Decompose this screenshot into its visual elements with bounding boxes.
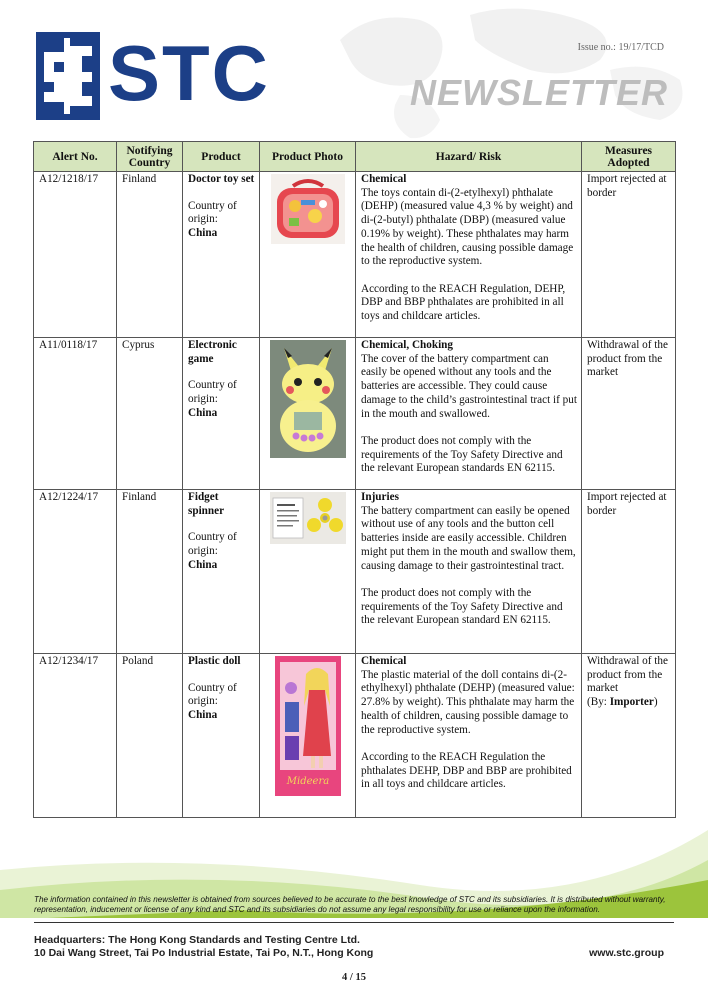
- stc-logo-text: STC: [108, 29, 270, 117]
- country-cell: Finland: [117, 490, 183, 654]
- product-cell: [183, 338, 260, 490]
- header-notifying-country: Notifying Country: [117, 142, 183, 172]
- measures-by-label: (By:: [587, 696, 610, 709]
- table-row: [34, 490, 676, 654]
- measures-cell: [582, 654, 676, 818]
- alert-no-cell: A12/1234/17: [34, 654, 117, 818]
- product-name: Fidget spinner: [188, 491, 225, 517]
- hazard-cell: [356, 338, 582, 490]
- coo-label: Country of origin:: [188, 199, 237, 226]
- electronic-game-photo: [270, 340, 346, 458]
- coo-value: China: [188, 558, 218, 571]
- header-product: Product: [183, 142, 260, 172]
- header-alert-no: Alert No.: [34, 142, 117, 172]
- product-photo-cell: [260, 654, 356, 818]
- plastic-doll-photo: [275, 656, 341, 796]
- alert-no-cell: A11/0118/17: [34, 338, 117, 490]
- footer-divider: [34, 922, 674, 923]
- alert-no-cell: A12/1218/17: [34, 172, 117, 338]
- hazard-title: Injuries: [361, 491, 399, 503]
- footer-disclaimer: The information contained in this newsletter is obtained from sources believed to be accurate to the best knowledge of STC and its subsidiaries. It is distributed without warranty, representation, inducement or license of any kind and STC and its subsidiaries do not assume any legal responsibility for use or reliance upon the information.: [34, 895, 666, 914]
- hazard-cell: [356, 172, 582, 338]
- measures-by-value: Importer: [609, 696, 654, 709]
- measures-by-close: ): [653, 696, 658, 709]
- coo-value: China: [188, 709, 218, 722]
- header-hazard-risk: Hazard/ Risk: [356, 142, 582, 172]
- country-cell: Finland: [117, 172, 183, 338]
- table-row: [34, 654, 676, 818]
- product-photo-cell: [260, 172, 356, 338]
- footer-address: 10 Dai Wang Street, Tai Po Industrial Estate, Tai Po, N.T., Hong Kong: [34, 947, 374, 959]
- coo-label: Country of origin:: [188, 681, 237, 708]
- fidget-spinner-photo: [270, 492, 346, 544]
- table-row: [34, 338, 676, 490]
- hazard-title: Chemical: [361, 173, 407, 185]
- hazard-description: The toys contain di-(2-etylhexyl) phthalate (DEHP) (measured value 4,3 % by weight) and di-(2-butyl) phthalate (DBP) (measured value 0.19% by weight). These phthalates may harm the health of children, causing possible damage to the reproductive system.: [361, 186, 574, 268]
- measures-cell: Import rejected at border: [582, 172, 676, 338]
- coo-value: China: [188, 406, 218, 419]
- product-photo-cell: [260, 490, 356, 654]
- footer-headquarters: Headquarters: The Hong Kong Standards and Testing Centre Ltd.: [34, 934, 360, 946]
- measures-text: Withdrawal of the product from the market: [587, 655, 668, 695]
- hazard-cell: [356, 490, 582, 654]
- hazard-description: The cover of the battery compartment can easily be opened without any tools and the batteries are accessible. They could cause damage to the child’s gastrointestinal tract if put in the mouth and swallowed.: [361, 352, 577, 420]
- coo-label: Country of origin:: [188, 379, 237, 406]
- product-cell: [183, 172, 260, 338]
- product-name: Doctor toy set: [188, 173, 255, 185]
- page-header: [0, 0, 708, 140]
- footer-website-link[interactable]: www.stc.group: [589, 947, 664, 959]
- doctor-toy-set-photo: [271, 174, 345, 244]
- hazard-description: The battery compartment can easily be opened without use of any tools and the button cell batteries inside are easily accessible. Children might put them in the mouth and swallow them, causing damage to their gastrointestinal tract.: [361, 504, 576, 572]
- page-number: 4 / 15: [342, 972, 366, 983]
- product-name: Plastic doll: [188, 655, 241, 667]
- product-photo-cell: [260, 338, 356, 490]
- hazard-cell: [356, 654, 582, 818]
- coo-label: Country of origin:: [188, 531, 237, 558]
- coo-value: China: [188, 227, 218, 240]
- measures-by: [587, 696, 671, 710]
- hazard-regulation: The product does not comply with the requirements of the Toy Safety Directive and the relevant European standards EN 62115.: [361, 434, 563, 475]
- header-measures: Measures Adopted: [582, 142, 676, 172]
- doll-box-brand: Mideera: [286, 776, 329, 787]
- hazard-regulation: According to the REACH Regulation the phthalates DEHP, DBP and BBP are prohibited in all toys and childcare articles.: [361, 750, 572, 791]
- product-cell: [183, 654, 260, 818]
- stc-logo-emblem: [36, 32, 100, 120]
- header-product-photo: Product Photo: [260, 142, 356, 172]
- table-row: [34, 172, 676, 338]
- hazard-description: The plastic material of the doll contains di-(2-ethylhexyl) phthalate (DEHP) (measured value: 27.8% by weight). This phthalate may harm the health of children, causing possible damage to the reproductive system.: [361, 668, 575, 736]
- newsletter-title: NEWSLETTER: [410, 72, 668, 113]
- hazard-title: Chemical, Choking: [361, 339, 453, 351]
- hazard-regulation: The product does not comply with the requirements of the Toy Safety Directive and the relevant European standard EN 62115.: [361, 586, 563, 627]
- measures-cell: Withdrawal of the product from the market: [582, 338, 676, 490]
- world-map-watermark: [280, 0, 708, 140]
- product-cell: [183, 490, 260, 654]
- rapex-alerts-table: [33, 141, 676, 818]
- hazard-title: Chemical: [361, 655, 407, 667]
- table-header-row: [34, 142, 676, 172]
- country-cell: Cyprus: [117, 338, 183, 490]
- product-name: Electronic game: [188, 339, 237, 365]
- alert-no-cell: A12/1224/17: [34, 490, 117, 654]
- hazard-regulation: According to the REACH Regulation, DEHP, DBP and BBP phthalates are prohibited in all toys and childcare articles.: [361, 282, 566, 323]
- country-cell: Poland: [117, 654, 183, 818]
- issue-number: Issue no.: 19/17/TCD: [577, 42, 664, 53]
- measures-cell: Import rejected at border: [582, 490, 676, 654]
